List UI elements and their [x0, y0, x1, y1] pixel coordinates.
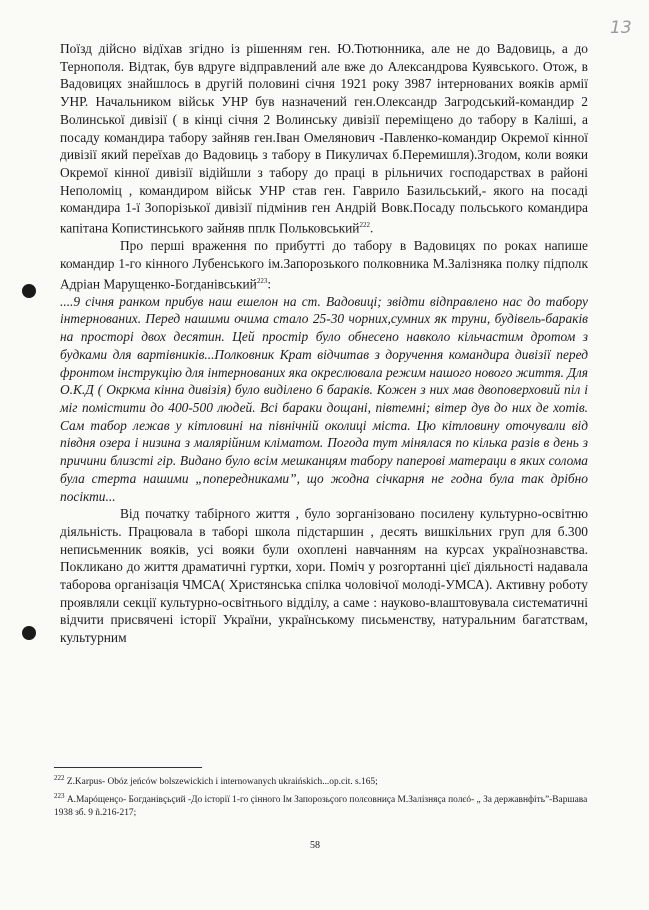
footnote: [54, 772, 594, 790]
paragraph-2-end: :: [267, 276, 272, 292]
footnote-text: Z.Karpus- Obóz jeńców bolszewickich i internowanych ukraińskich...op.cit. s.165;: [66, 777, 378, 788]
footnote-number: 223: [54, 791, 65, 800]
footnotes: [54, 772, 594, 821]
paragraph-1-end: .: [369, 220, 374, 236]
page-number: 58: [310, 840, 320, 851]
footnote-ref: 223: [256, 276, 268, 285]
paragraph-3: Від початку табірного життя , було зорганізовано посилену культурно-освітню діяльність. Працювала в таборі школа підстаршин , десять вишкільних груп для б.300 неписьменник вояків, усі вояки були охоплені навчанням на курсах українознавства. Покликано до життя драматичні гуртки, хори. Поміч у розгортанні цієї діяльності надавала таборова організація ЧМСА( Христянська спілка чоловічої молоді-УМСА). Активну роботу проявляли секції культурно-освітнього відділу, а саме : науково-влаштовувала систематичні відчити присвячені історії України, українському письменству, натуральним багатствам, культурним: [60, 506, 588, 646]
paragraph-2-text: Про перші враження по прибутті до табору в Вадовицях по роках напише командир 1-го кінного Лубенського ім.Запорозького полковника М.Залізняка полку підполк Адріан Марущенко-Богданівський: [60, 238, 588, 292]
punch-hole: [22, 284, 36, 298]
punch-hole: [22, 626, 36, 640]
footnote-number: 222: [54, 774, 65, 782]
paragraph-1-text: Поїзд дійсно відїхав згідно із рішенням ген. Ю.Тютюнника, але не до Вадовиць, а до Тернополя. Відтак, був вдруге відправлений але вже до Александрова Куявського. Отож, в Вадовицях знайшлось в другій половині січня 1921 року 3987 інтернованих вояків армії УНР. Начальником військ УНР був назначений ген.Олександр Загродський-командир 2 Волинської дивізії ( в кінці січня 2 Волинську дивізії переміщено до табору в Каліші, а посаду командира табору зайняв ген.Іван Омелянович -Павленко-командир Окремої кінної дивізії який переїхав до Вадовиць з табору в Пикуличах б.Перемишля).Згодом, коли вояки Окремої кінної дивізії відійшли з табору до праці в рільничих господарствах в районі Неполоміц , командиром військ УНР став ген. Гаврило Базильський,- якого на посаді командира 1-ї Зопорізької дивізії підмінив ген Андрій Вовк.Посаду польського командира капітана Копистинського зайняв пплк Польковський: [60, 41, 588, 236]
footnote: [54, 790, 594, 821]
paragraph-1: [60, 40, 588, 237]
body-text: [60, 40, 588, 647]
corner-page-mark: 13: [610, 18, 632, 38]
quotation: ....9 січня ранком прибув наш ешелон на ст. Вадовиці; звідти відправлено нас до табору інтернованих. Перед нашими очима стало 25-30 чорних,сумних як труни, будівель-бараків на просторі двох десятин. Цей простір було обнесено навколо кільчастим дротом з будками для вартівників...Полковник Крат відчитав з доручення командира дивізії перед фронтом інструкцію для інтернованих яка окреслювала режим нашого нового життя. Для О.К.Д ( Окркма кінна дивізія) було виділено 6 бараків. Кожен з них мав двоповерховий піл і міг помістити до 400-500 людей. Всі бараки дощані, півтемні; вітер дув до них де хотів. Сам табор лежав у кітловині на північній околиці міста. Цю кітловину оточували від півдня озера і низина з малярійним кліматом. Погода тут мінялася по кілька разів в день з причини близсті гір. Видано було всім мешканцям табору паперові матераци в яких солома була стерта нашими „попередниками”, що жодна січкарня не годна була так дрібно посікти...: [60, 293, 588, 504]
footnote-ref: 222: [359, 221, 370, 230]
footnote-divider: [54, 767, 202, 768]
paragraph-2: [60, 237, 588, 293]
footnote-text: А.Марóщенçо- Богданівçьçий -До історії 1-го çінного Ім Запорозьçого полєовниçа М.Залізняçа полєó- „ За державнфіть”-Варшава 1938 зб. 9 ñ.216-217;: [54, 794, 588, 819]
